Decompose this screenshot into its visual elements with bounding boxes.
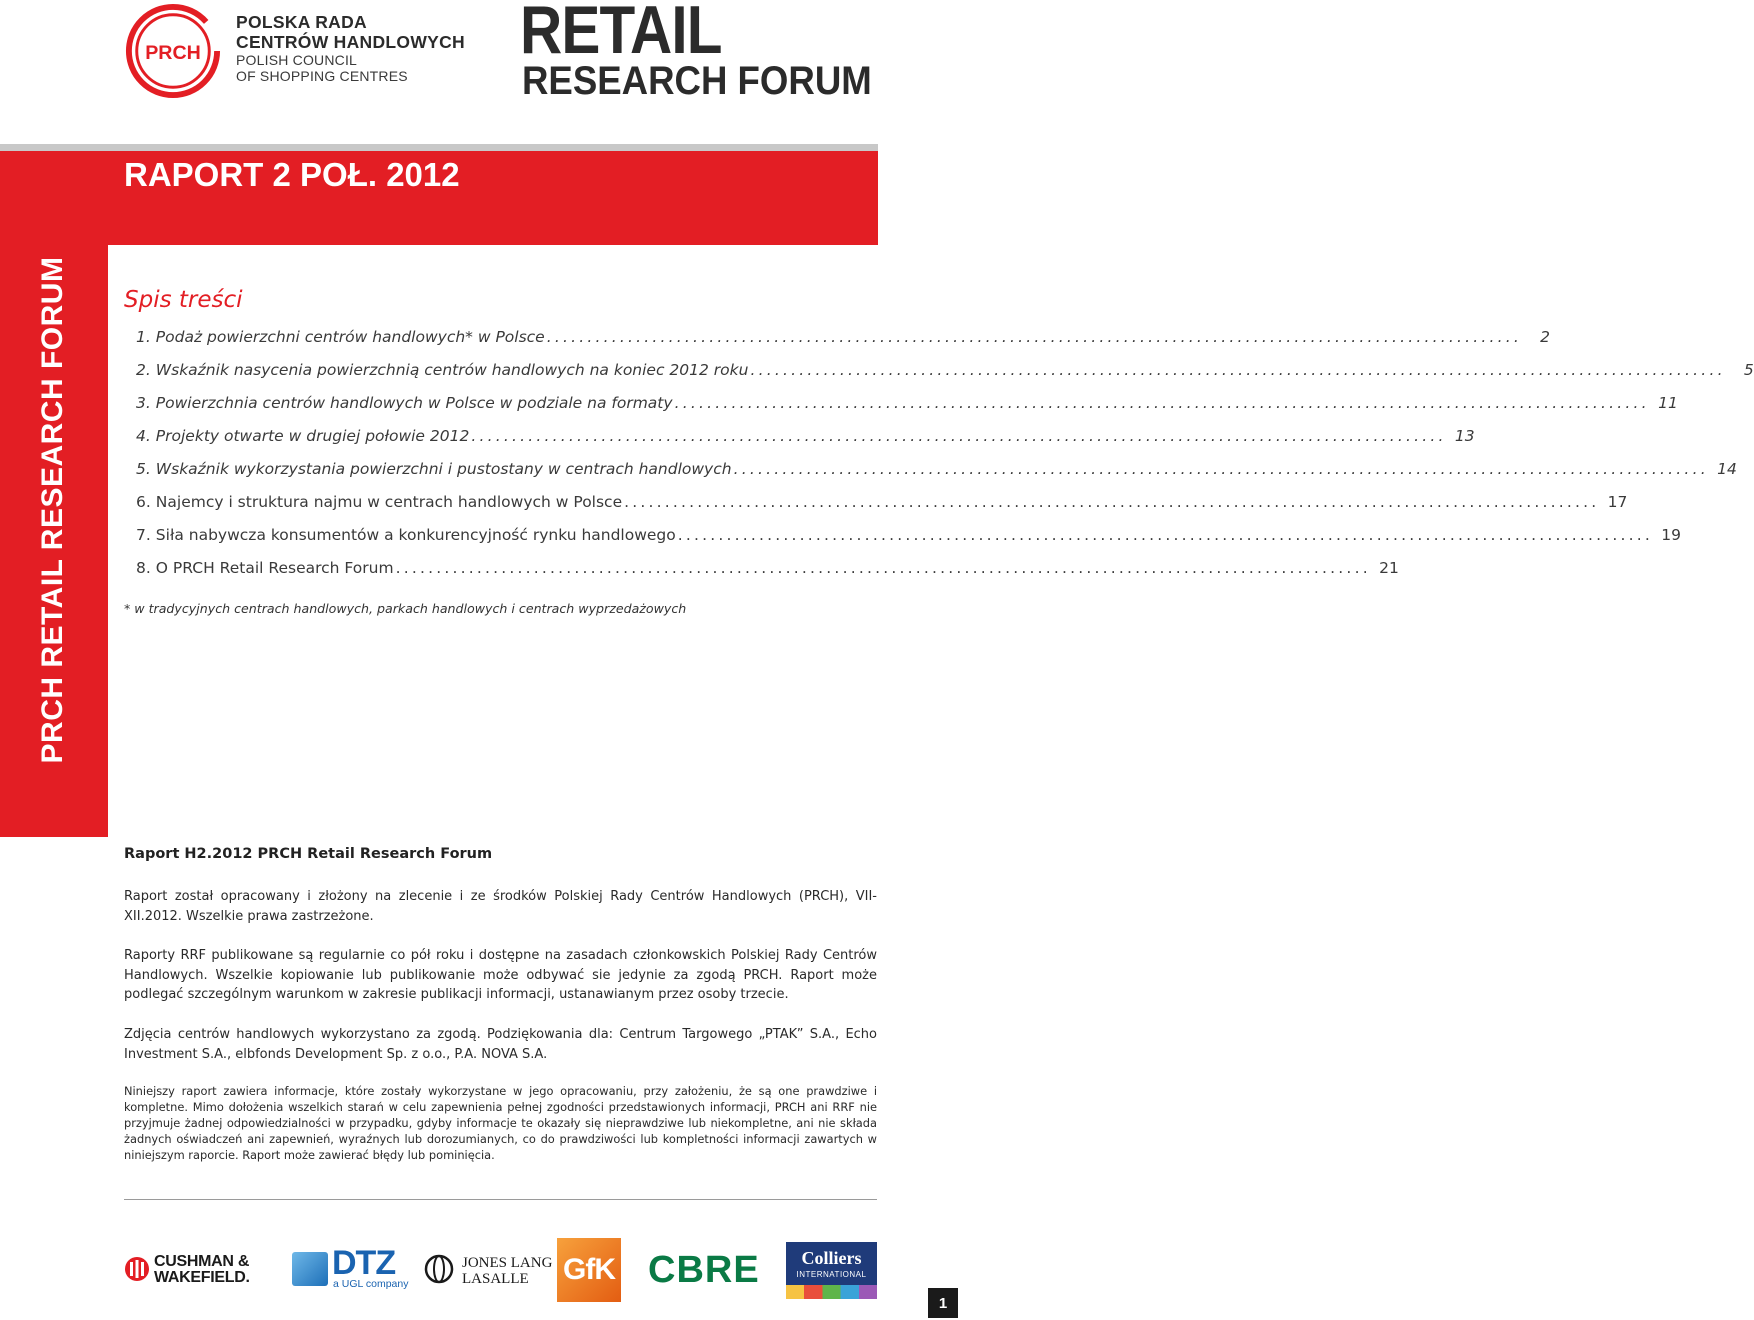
toc-item[interactable]	[136, 460, 1737, 493]
gfk-logo	[557, 1238, 621, 1302]
toc-item-title: Powierzchnia centrów handlowych w Polsce w podziale na formaty	[155, 394, 673, 412]
org-name-pl-line1: POLSKA RADA	[236, 12, 367, 32]
jll-line2: LASALLE	[462, 1271, 529, 1287]
org-name	[236, 12, 465, 84]
toc-item-number: 8.	[136, 559, 151, 577]
prch-logo-icon	[124, 2, 222, 100]
toc-item[interactable]	[136, 361, 1754, 394]
disclaimer-paragraph: Niniejszy raport zawiera informacje, które zostały wykorzystane w jego opracowaniu, przy założeniu, że są one prawdziwe i kompletne. Mimo dołożenia wszelkich starań w celu zapewnienia pełnej zgodności przedstawionych informacji, PRCH ani RRF nie przyjmuje żadnej odpowiedzialności w przypadku, gdyby informacje te okazały się nieprawdziwe lub niekompletne, ani nie składa żadnych oświadczeń ani zapewnień, wyraźnych lub dorozumianych, co do prawdziwości lub kompletności informacji zawartych w niniejszym raporcie. Raport może zawierać błędy lub pominięcia.	[124, 1084, 877, 1162]
toc-leader-dots: ........................................................................................................................	[471, 427, 1447, 445]
acknowledgements-paragraph: Zdjęcia centrów handlowych wykorzystano za zgodą. Podziękowania dla: Centrum Targowego „PTAK” S.A., Echo Investment S.A., elbfonds Development Sp. z o.o., P.A. NOVA S.A.	[124, 1027, 877, 1062]
toc-heading: Spis treści	[124, 287, 243, 313]
toc-item-page: 5	[1743, 361, 1754, 379]
toc-leader-dots: ........................................................................................................................	[624, 493, 1600, 511]
toc-item-number: 4.	[136, 427, 151, 445]
toc-item-page: 21	[1379, 559, 1399, 577]
toc-leader-dots: ........................................................................................................................	[546, 328, 1522, 346]
toc-item-title: Podaż powierzchni centrów handlowych* w Polsce	[155, 328, 545, 346]
toc-item[interactable]	[136, 328, 1550, 361]
toc-item-title: Wskaźnik wykorzystania powierzchni i pustostany w centrach handlowych	[155, 460, 732, 478]
brand-retail: RETAIL	[520, 0, 722, 68]
page-number: 1	[928, 1288, 958, 1318]
toc-item-title: Siła nabywcza konsumentów a konkurencyjność rynku handlowego	[155, 526, 676, 544]
info-title: Raport H2.2012 PRCH Retail Research Forum	[124, 846, 493, 862]
toc-item-title: Wskaźnik nasycenia powierzchnią centrów handlowych na koniec 2012 roku	[155, 361, 749, 379]
org-name-en-line2: OF SHOPPING CENTRES	[236, 68, 408, 84]
footer-divider	[124, 1199, 877, 1200]
toc-item-number: 2.	[136, 361, 151, 379]
toc-item-page: 14	[1717, 460, 1737, 478]
toc-item-page: 11	[1658, 394, 1678, 412]
toc-item-page: 13	[1454, 427, 1475, 445]
publication-paragraph: Raporty RRF publikowane są regularnie co pół roku i dostępne na zasadach członkowskich Polskiej Rady Centrów Handlowych. Wszelkie kopiowanie lub publikowanie może odbywać sie jedynie za zgodą PRCH. Raport może podlegać szczególnym warunkom w zakresie publikacji informacji, ustanawianym przez osoby trzecie.	[124, 948, 877, 1003]
toc-leader-dots: ........................................................................................................................	[395, 559, 1371, 577]
dtz-name: DTZ	[332, 1244, 396, 1282]
toc-leader-dots: ........................................................................................................................	[674, 394, 1650, 412]
table-of-contents	[136, 328, 1754, 592]
cbre-logo: CBRE	[648, 1249, 760, 1291]
toc-item-page: 17	[1607, 493, 1628, 511]
brand-research-forum: RESEARCH FORUM	[522, 59, 872, 103]
report-title: RAPORT 2 POŁ. 2012	[124, 156, 460, 193]
cushman-line1: CUSHMAN &	[154, 1253, 250, 1270]
colliers-name: Colliers	[801, 1248, 862, 1268]
gray-divider-strip	[0, 144, 878, 151]
org-name-en-line1: POLISH COUNCIL	[236, 52, 358, 68]
toc-item-number: 5.	[136, 460, 151, 478]
toc-leader-dots: ........................................................................................................................	[733, 460, 1709, 478]
toc-item-title: O PRCH Retail Research Forum	[155, 559, 394, 577]
toc-item-number: 7.	[136, 526, 151, 544]
toc-item[interactable]	[136, 526, 1682, 559]
toc-item-number: 1.	[136, 328, 151, 346]
dtz-mark-icon	[292, 1252, 328, 1286]
dtz-tagline: a UGL company	[333, 1278, 409, 1290]
colliers-logo	[786, 1242, 877, 1299]
side-banner-label: PRCH RETAIL RESEARCH FORUM	[36, 256, 69, 764]
toc-item-number: 6.	[136, 493, 151, 511]
toc-item[interactable]	[136, 427, 1475, 460]
copyright-paragraph: Raport został opracowany i złożony na zlecenie i ze środków Polskiej Rady Centrów Handlowych (PRCH), VII-XII.2012. Wszelkie prawa zastrzeżone.	[124, 889, 877, 924]
jll-mark-icon	[424, 1254, 454, 1284]
colliers-tagline: INTERNATIONAL	[796, 1270, 867, 1279]
toc-footnote: * w tradycyjnych centrach handlowych, parkach handlowych i centrach wyprzedażowych	[124, 601, 687, 616]
cushman-line2: WAKEFIELD.	[154, 1269, 250, 1286]
toc-item-page: 19	[1661, 526, 1682, 544]
org-name-pl-line2: CENTRÓW HANDLOWYCH	[236, 32, 465, 52]
jll-line1: JONES LANG	[462, 1255, 553, 1271]
toc-leader-dots: ........................................................................................................................	[750, 361, 1726, 379]
toc-item-number: 3.	[136, 394, 151, 412]
toc-item-title: Projekty otwarte w drugiej połowie 2012	[155, 427, 470, 445]
gfk-name: GfK	[563, 1253, 615, 1286]
toc-item[interactable]	[136, 394, 1678, 427]
toc-item-page: 2	[1540, 328, 1550, 346]
toc-item[interactable]	[136, 559, 1399, 592]
cushman-wakefield-mark-icon	[124, 1255, 150, 1283]
toc-leader-dots: ........................................................................................................................	[677, 526, 1654, 544]
prch-logo-text: PRCH	[145, 41, 201, 64]
toc-item-title: Najemcy i struktura najmu w centrach handlowych w Polsce	[155, 493, 623, 511]
colliers-stripes	[786, 1285, 877, 1299]
toc-item[interactable]	[136, 493, 1628, 526]
